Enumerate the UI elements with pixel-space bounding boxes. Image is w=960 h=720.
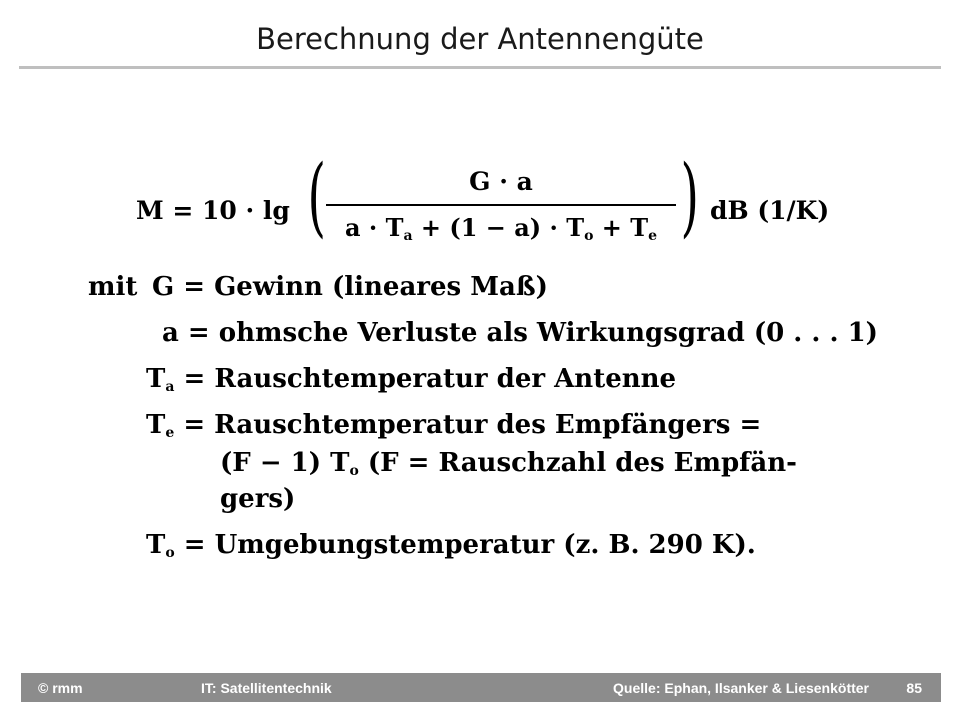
footer-source: Quelle: Ephan, Ilsanker & Liesenkötter [613, 680, 869, 696]
footer-page-number: 85 [906, 680, 922, 696]
formula-unit: dB (1/K) [710, 196, 830, 225]
footer-course: IT: Satellitentechnik [201, 680, 332, 696]
right-parenthesis: ) [680, 147, 700, 247]
fraction-numerator: G · a [469, 167, 533, 196]
formula-fraction [320, 164, 682, 244]
definition-ta [146, 364, 676, 394]
antenna-quality-formula [136, 147, 856, 260]
te-text: = Rauschtemperatur des Empfängers = [174, 410, 762, 440]
ta-subscript: a [165, 379, 175, 395]
ta-symbol: T [146, 364, 166, 394]
fraction-bar [326, 204, 676, 206]
te-subscript: e [165, 425, 175, 441]
definition-to [146, 530, 756, 560]
to-symbol: T [146, 530, 166, 560]
definition-g: G = Gewinn (lineares Maß) [152, 272, 548, 302]
den-part-3: + T [593, 213, 649, 242]
den-sub-e: e [648, 228, 658, 244]
definition-a: a = ohmsche Verluste als Wirkungsgrad (0 . . . 1) [162, 318, 878, 348]
den-sub-o: o [584, 228, 594, 244]
fraction-denominator [320, 212, 682, 244]
footer-copyright: © rmm [38, 680, 83, 696]
slide-footer [21, 673, 941, 702]
definition-te-line-2 [220, 448, 797, 478]
definition-mit [88, 272, 137, 302]
den-part-1: a · T [344, 213, 404, 242]
den-sub-a: a [403, 228, 413, 244]
definition-te-line-3: gers) [220, 484, 296, 514]
definition-te [146, 410, 761, 440]
den-part-2: + (1 − a) · T [412, 213, 585, 242]
te-line2-a: (F − 1) T [220, 448, 350, 478]
te-line2-sub: o [349, 463, 359, 479]
title-divider [19, 66, 941, 69]
slide-title: Berechnung der Antennengüte [256, 22, 704, 56]
left-parenthesis: ( [307, 147, 327, 247]
formula-lhs: M = 10 · lg [136, 196, 290, 225]
to-text: = Umgebungstemperatur (z. B. 290 K). [174, 530, 756, 560]
te-symbol: T [146, 410, 166, 440]
mit-label: mit [88, 272, 138, 302]
to-subscript: o [165, 545, 175, 561]
te-line2-b: (F = Rauschzahl des Empfän- [358, 448, 797, 478]
ta-text: = Rauschtemperatur der Antenne [174, 364, 677, 394]
